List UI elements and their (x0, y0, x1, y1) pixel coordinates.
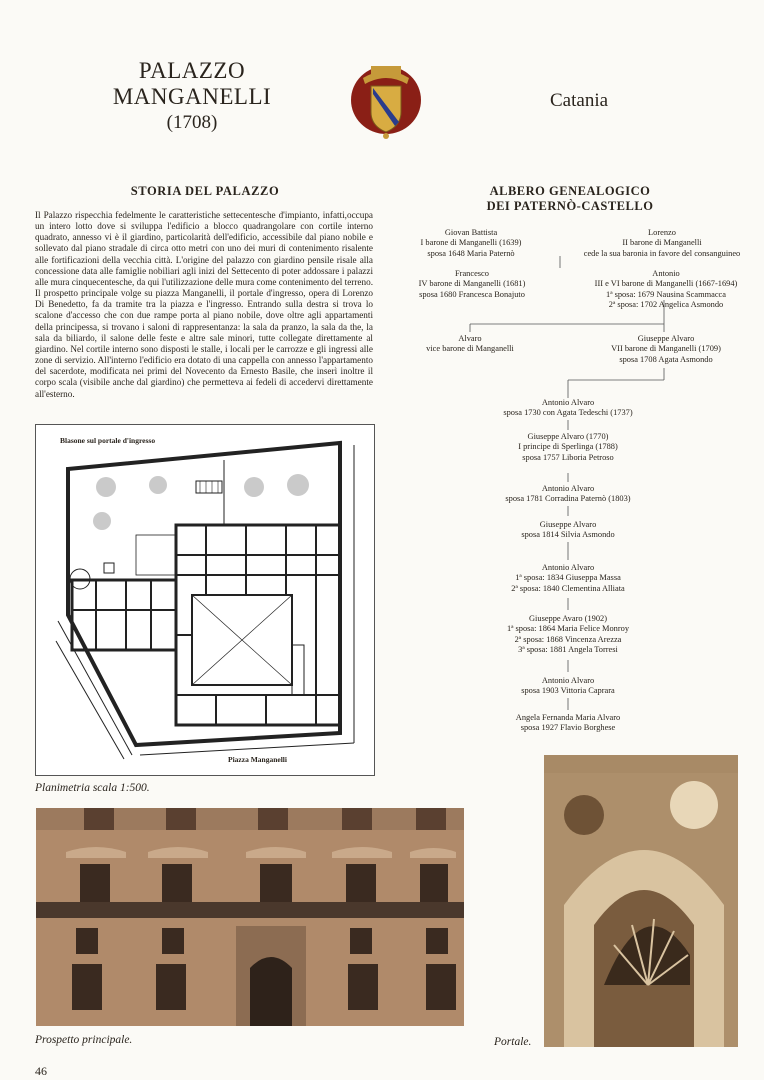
family-tree-heading-line-1: ALBERO GENEALOGICO (489, 184, 651, 198)
tree-node-giovan-battista: Giovan Battista I barone di Manganelli (1639) sposa 1648 Maria Paternò (420, 228, 522, 258)
history-heading: STORIA DEL PALAZZO (130, 184, 280, 198)
title-year: (1708) (166, 112, 218, 133)
facade-caption: Prospetto principale. (35, 1034, 133, 1046)
tree-node-antonio-iii: Antonio III e VI barone di Manganelli (1667-1694) 1ª sposa: 1679 Nausina Scammacca 2ª sposa: 1702 Angelica Asmondo (594, 269, 738, 310)
portal-caption: Portale. (494, 1036, 532, 1048)
portal-photo (544, 755, 738, 1047)
page-number: 46 (35, 1064, 47, 1078)
tree-node-lorenzo: Lorenzo II barone di Manganelli cede la sua baronia in favore del consanguineo (583, 228, 741, 258)
tree-node-chain-7: Antonio Alvaro sposa 1903 Vittoria Caprara (521, 676, 615, 696)
floor-plan (35, 424, 375, 776)
floor-plan-drawing (36, 425, 374, 775)
tree-node-alvaro: Alvaro vice barone di Manganelli (426, 334, 514, 354)
tree-node-chain-4: Giuseppe Alvaro sposa 1814 Silvia Asmondo (521, 520, 615, 540)
tree-node-chain-2: Giuseppe Alvaro (1770) I principe di Sperlinga (1788) sposa 1757 Liboria Petroso (518, 432, 618, 462)
plan-caption: Planimetria scala 1:500. (35, 782, 150, 794)
facade-photo (36, 808, 464, 1026)
tree-node-chain-1: Antonio Alvaro sposa 1730 con Agata Tedeschi (1737) (503, 398, 633, 418)
tree-node-francesco: Francesco IV barone di Manganelli (1681) sposa 1680 Francesca Bonajuto (418, 269, 526, 299)
tree-node-giuseppe-alvaro-vii: Giuseppe Alvaro VII barone di Manganelli (1709) sposa 1708 Agata Asmondo (611, 334, 721, 364)
title-line-1: PALAZZO (138, 58, 246, 83)
family-tree-heading-line-2: DEI PATERNÒ-CASTELLO (486, 199, 654, 213)
tree-node-chain-6: Giuseppe Avaro (1902) 1ª sposa: 1864 Maria Felice Monroy 2ª sposa: 1868 Vincenza Arezza 3ª sposa: 1881 Angela Torresi (506, 614, 630, 655)
tree-node-chain-8: Angela Fernanda Maria Alvaro sposa 1927 Flavio Borghese (515, 713, 621, 733)
plan-label-crest: Blasone sul portale d'ingresso (60, 436, 156, 445)
title-line-2: MANGANELLI (112, 84, 272, 109)
tree-node-chain-5: Antonio Alvaro 1ª sposa: 1834 Giuseppa Massa 2ª sposa: 1840 Clementina Alliata (511, 563, 625, 593)
plan-label-piazza: Piazza Manganelli (228, 755, 287, 764)
tree-node-chain-3: Antonio Alvaro sposa 1781 Corradina Paternò (1803) (505, 484, 631, 504)
history-text: Il Palazzo rispecchia fedelmente le caratteristiche settecentesche d'impianto, infatti,occupa un intero lotto dove si sviluppa l'edificio a blocco quadrangolare con cortile interno quadrato, annesso vi è il giardino, particolarità dell'edificio, accessibile dal piano nobile e sollevato dal piano stradale di circa otto metri con uno dei muri di contenimento risalente alle fortificazioni della vecchia città. L'origine del palazzo con giardino pensile risale alla concessione data alle famiglie nobiliari agli inizi del Settecento di poter addossare i palazzi alle mura cinquecentesche, da qui l'utilizzazione delle mura come contenimento del terreno. Il prospetto principale volge su piazza Manganelli, il portale d'ingresso, opera di Lorenzo Di Benedetto, fa da tramite tra la piazza e l'ingresso. Entrando sulla destra si trova lo scalone d'accesso che con due rampe porta al piano nobile, dove oltre agli appartamenti della principessa, si trovano i saloni di rappresentanza: la sala da pranzo, la sala da the, la sala da biliardo, il salone delle feste e altre sale minori, tutte collegate direttamente al giardino. Nel cortile interno sono disposti le stalle, i locali per le carrozze e gli ingressi alle zone di servizio. All'interno l'edificio era dotato di una cappella con annesso l'appartamento del sacerdote, modificata nei primi del Novecento da Ernesto Basile, che inserì inoltre il corpo scala (visibile anche dal giardino) che permetteva ai fedeli di accedervi direttamente all'esterno. (35, 210, 373, 399)
city-name: Catania (550, 90, 609, 111)
